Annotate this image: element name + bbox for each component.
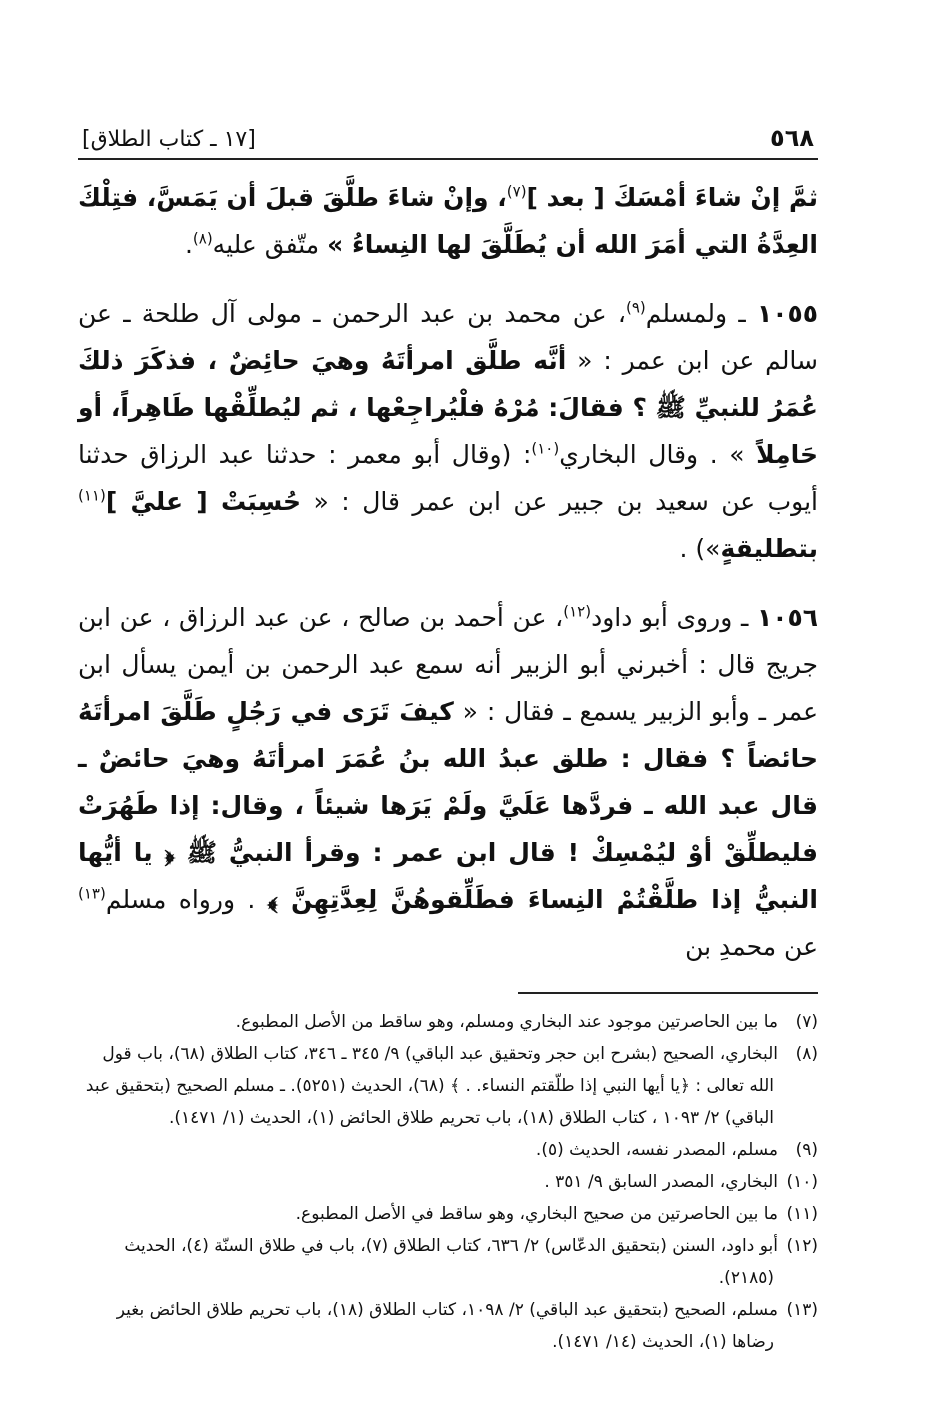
hadith-number: ١٠٥٦: [756, 603, 818, 632]
footnote-ref: (١٣): [78, 884, 106, 903]
footnote-number: (٩): [795, 1140, 818, 1160]
chapter-title: [١٧ ـ كتاب الطلاق]: [82, 127, 256, 152]
hadith-text: بتطليقةٍ: [720, 534, 818, 563]
footnote: [78, 1230, 818, 1294]
footnote-ref: (١١): [78, 486, 106, 505]
hadith-text: ثمَّ إنْ شاءَ أمْسَكَ [ بعد ]: [526, 183, 818, 212]
punctuation: ») .: [679, 534, 721, 563]
book-page: [78, 112, 818, 1362]
footnote: [78, 1198, 818, 1230]
narration-text: عن محمدِ بن: [685, 932, 818, 961]
footnote-text: مسلم، الصحيح (بتحقيق عبد الباقي) ٢/ ١٠٩٨، كتاب الطلاق (١٨)، باب تحريم طلاق الحائض بغير رضاها (١)، الحديث (١٤/ ١٤٧١).: [116, 1300, 778, 1352]
footnote: [78, 1294, 818, 1358]
page-number: ٥٦٨: [770, 124, 814, 152]
footnote: [78, 1038, 818, 1134]
paragraph-1: [78, 174, 818, 268]
footnote-text: أبو داود، السنن (بتحقيق الدعّاس) ٢/ ٦٣٦، كتاب الطلاق (٧)، باب في طلاق السنّة (٤)، الحديث (٢١٨٥).: [124, 1236, 778, 1288]
footnote-ref: (٨): [192, 229, 213, 248]
narration-text: . ورواه مسلم: [105, 885, 268, 914]
hadith-text: حُسِبَتْ [ عليَّ ]: [105, 487, 302, 516]
footnote-text: البخاري، الصحيح (بشرح ابن حجر وتحقيق عبد الباقي) ٩/ ٣٤٥ ـ ٣٤٦، كتاب الطلاق (٦٨)، باب قول الله تعالى : ﴿يا أيها النبي إذا طلّقتم النساء. . ﴾ (٦٨)، الحديث (٥٢٥١). ـ مسلم الصحيح (بتحقيق عبد الباقي) ٢/ ١٠٩٣ ، كتاب الطلاق (١٨)، باب تحريم طلاق الحائض (١)، الحديث (١/ ١٤٧١).: [85, 1044, 778, 1128]
hadith-text: كيفَ تَرَى في رَجُلٍ طَلَّقَ امرأتَهُ حائضاً ؟ فقال : طلق عبدُ الله بنُ عُمَرَ امرأتَهُ وهيَ حائضٌ ـ قال عبد الله ـ فردَّها عَلَيَّ ولَمْ يَرَها شيئاً ، وقال: إذا طَهُرَتْ فليطلِّقْ أوْ ليُمْسِكْ ! قال ابن عمر : وقرأ النبيُّ ﷺ ﴿ يا أيُّها النبيُّ إذا طلَّقْتُمْ النِساءَ فطَلِّقوهُنَّ لِعِدَّتِهِنَّ ﴾: [78, 697, 818, 914]
narration-text: ـ ولمسلم: [645, 299, 757, 328]
footnote-text: ما بين الحاصرتين موجود عند البخاري ومسلم، وهو ساقط من الأصل المطبوع.: [235, 1012, 778, 1032]
footnote-number: (١٠): [786, 1172, 818, 1192]
running-header: [78, 112, 818, 160]
narration-text: ، عن أحمد بن صالح ، عن عبد الرزاق ، عن ابن جريج قال : أخبرني أبو الزبير أنه سمع عبد الرحمن بن أيمن يسأل ابن عمر ـ وأبو الزبير يسمع ـ فقال : «: [78, 603, 818, 726]
footnote-number: (٨): [795, 1044, 818, 1064]
footnote-ref: (١٢): [563, 602, 592, 621]
footnote: [78, 1006, 818, 1038]
footnote-ref: (٩): [625, 298, 646, 317]
footnote-ref: (٧): [506, 182, 527, 201]
footnotes: [78, 1006, 818, 1358]
footnote-ref: (١٠): [531, 439, 560, 458]
footnote-number: (١٢): [786, 1236, 818, 1256]
hadith-text: ، وإنْ شاءَ طلَّقَ قبلَ أن يَمَسَّ، فتِلْكَ العِدَّةُ التي أمَرَ الله أن يُطَلَّقَ لها النِساءُ »: [78, 183, 818, 259]
footnote-text: البخاري، المصدر السابق ٩/ ٣٥١ .: [544, 1172, 778, 1192]
main-text: [78, 174, 818, 970]
footnote-text: مسلم، المصدر نفسه، الحديث (٥).: [535, 1140, 778, 1160]
hadith-number: ١٠٥٥: [756, 299, 819, 328]
narration-text: : (وقال أبو معمر : حدثنا عبد الرزاق حدثنا أيوب عن سعيد بن جبير عن ابن عمر قال : «: [78, 440, 818, 516]
footnote-divider: [518, 992, 818, 994]
paragraph-1055: [78, 290, 818, 572]
narration-text: متّفق عليه: [212, 230, 328, 259]
narration-text: ، عن محمد بن عبد الرحمن ـ مولى آل طلحة ـ عن سالم عن ابن عمر : «: [78, 299, 819, 375]
narration-text: » . وقال البخاري: [559, 440, 757, 469]
punctuation: .: [184, 230, 193, 259]
footnote-number: (١١): [786, 1204, 818, 1224]
narration-text: ـ وروى أبو داود: [591, 603, 757, 632]
paragraph-1056: [78, 594, 818, 970]
footnote-number: (٧): [795, 1012, 818, 1032]
footnote: [78, 1166, 818, 1198]
footnote-text: ما بين الحاصرتين من صحيح البخاري، وهو ساقط في الأصل المطبوع.: [295, 1204, 778, 1224]
footnote-number: (١٣): [786, 1300, 818, 1320]
footnote: [78, 1134, 818, 1166]
hadith-text: أنَّه طلَّق امرأتَهُ وهيَ حائِضٌ ، فذكَرَ ذلكَ عُمَرُ للنبيِّ ﷺ ؟ فقالَ: مُرْهُ فلْيُراجِعْها ، ثم ليُطلِّقْها طَاهِراً، أو حَامِلاً: [78, 346, 818, 469]
